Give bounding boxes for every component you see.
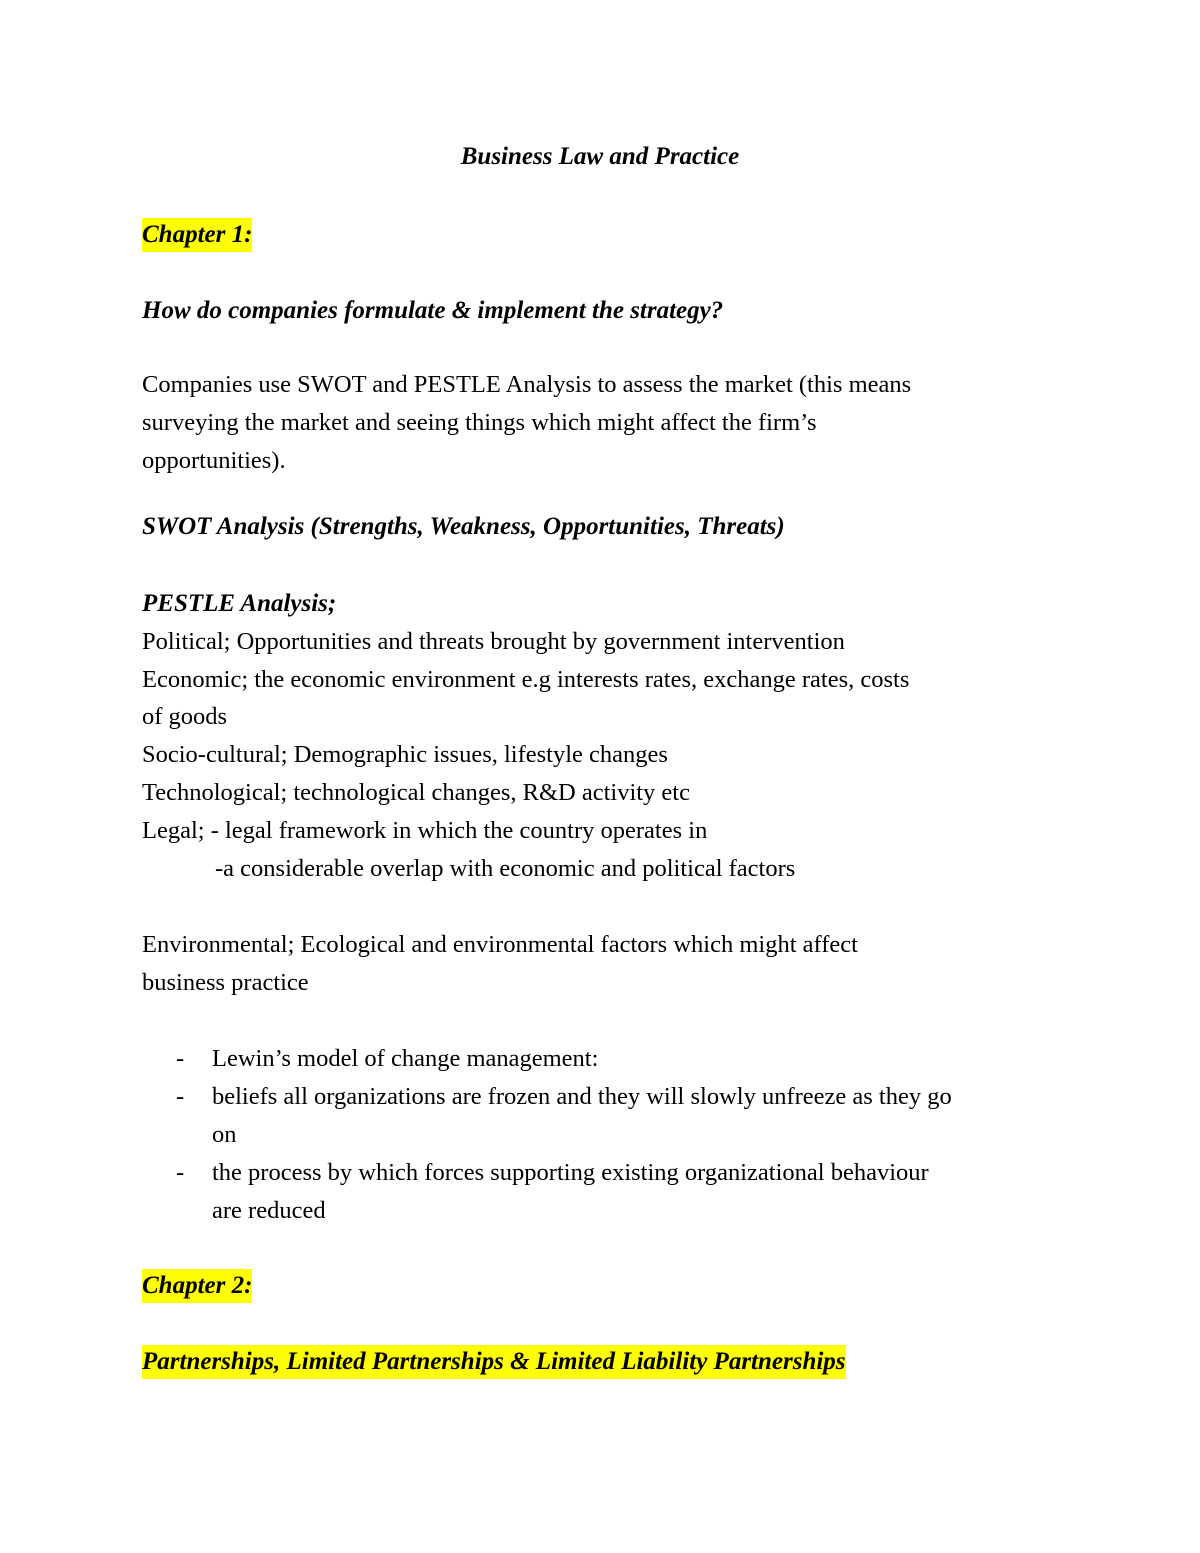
bullet-dash-3: - <box>176 1159 185 1186</box>
pestle-environmental: Environmental; Ecological and environmental factors which might affect <box>142 931 858 958</box>
intro-line-1: Companies use SWOT and PESTLE Analysis to assess the market (this means <box>142 371 912 398</box>
pestle-socio-cultural: Socio-cultural; Demographic issues, lifestyle changes <box>142 741 668 768</box>
pestle-economic-cont: of goods <box>142 703 228 730</box>
swot-heading: SWOT Analysis (Strengths, Weakness, Opportunities, Threats) <box>142 513 785 540</box>
chapter-1-heading-text: Chapter 1: <box>142 218 252 252</box>
bullet-item-3: the process by which forces supporting existing organizational behaviour <box>212 1159 929 1186</box>
pestle-legal-cont: -a considerable overlap with economic and political factors <box>215 855 796 882</box>
pestle-environmental-cont: business practice <box>142 969 309 996</box>
pestle-technological: Technological; technological changes, R&D activity etc <box>142 779 690 806</box>
intro-line-2: surveying the market and seeing things which might affect the firm’s <box>142 409 817 436</box>
intro-line-3: opportunities). <box>142 447 286 474</box>
chapter-2-heading-text: Chapter 2: <box>142 1269 252 1303</box>
bullet-item-2: beliefs all organizations are frozen and they will slowly unfreeze as they go <box>212 1083 952 1110</box>
strategy-question: How do companies formulate & implement the strategy? <box>142 297 724 324</box>
chapter-1-heading <box>142 220 252 250</box>
bullet-dash-1: - <box>176 1045 185 1072</box>
pestle-political: Political; Opportunities and threats brought by government intervention <box>142 628 845 655</box>
document-title: Business Law and Practice <box>460 143 740 170</box>
bullet-item-3-cont: are reduced <box>212 1197 326 1224</box>
pestle-heading: PESTLE Analysis; <box>142 590 337 617</box>
bullet-item-2-cont: on <box>212 1121 237 1148</box>
bullet-dash-2: - <box>176 1083 185 1110</box>
chapter-2-subheading-text: Partnerships, Limited Partnerships & Limited Liability Partnerships <box>142 1345 846 1379</box>
chapter-2-subheading <box>142 1347 846 1377</box>
pestle-legal: Legal; - legal framework in which the country operates in <box>142 817 708 844</box>
pestle-economic: Economic; the economic environment e.g interests rates, exchange rates, costs <box>142 666 910 693</box>
bullet-item-1: Lewin’s model of change management: <box>212 1045 599 1072</box>
chapter-2-heading <box>142 1271 252 1301</box>
